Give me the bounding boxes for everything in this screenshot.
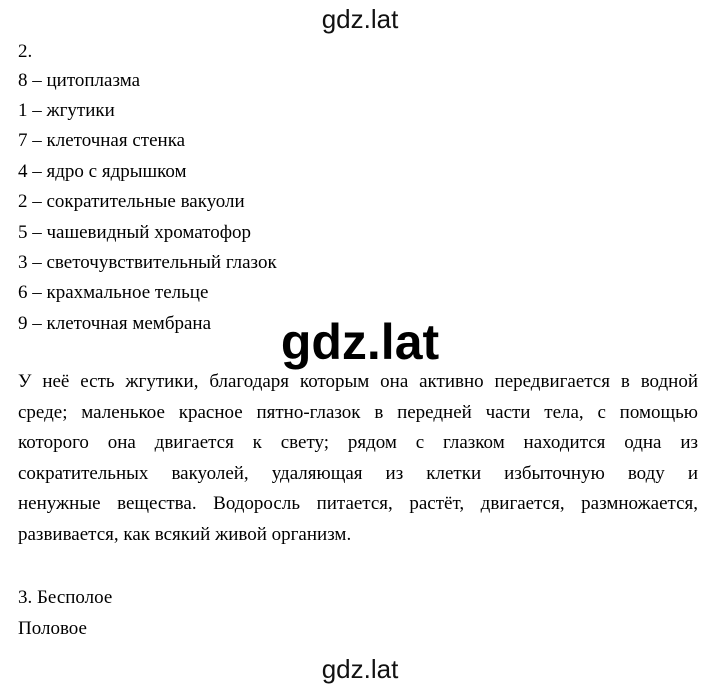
- paragraph-line: среде; маленькое красное пятно-глазок в передней части тела, с помощью: [18, 401, 698, 423]
- list-item: 6 – крахмальное тельце: [18, 282, 209, 303]
- list-item: 9 – клеточная мембрана: [18, 313, 212, 334]
- list-item: 8 – цитоплазма: [18, 70, 141, 91]
- list-item: 7 – клеточная стенка: [18, 130, 186, 151]
- paragraph-line: сократительных вакуолей, удаляющая из клетки избыточную воду и: [18, 462, 698, 484]
- section-3-line-1: 3. Бесполое: [18, 587, 113, 608]
- paragraph-line: которого она двигается к свету; рядом с глазком находится одна из: [18, 432, 698, 453]
- list-item: 5 – чашевидный хроматофор: [18, 222, 252, 243]
- section-2-number: 2.: [18, 41, 33, 62]
- paragraph-line: У неё есть жгутики, благодаря которым она активно передвигается в водной: [18, 371, 698, 392]
- list-item: 3 – светочувствительный глазок: [18, 252, 277, 273]
- description-paragraph: [18, 367, 698, 550]
- list-item: 1 – жгутики: [18, 100, 115, 121]
- list-item: 2 – сократительные вакуоли: [18, 191, 245, 212]
- watermark-middle: gdz.lat: [280, 314, 440, 370]
- paragraph-line: ненужные вещества. Водоросль питается, растёт, двигается, размножается,: [18, 493, 698, 514]
- watermark-top: gdz.lat: [321, 4, 399, 34]
- paragraph-line: развивается, как всякий живой организм.: [18, 523, 352, 545]
- section-3-line-2: Половое: [18, 618, 87, 639]
- list-item: 4 – ядро с ядрышком: [18, 161, 187, 182]
- watermark-bottom: gdz.lat: [321, 654, 399, 684]
